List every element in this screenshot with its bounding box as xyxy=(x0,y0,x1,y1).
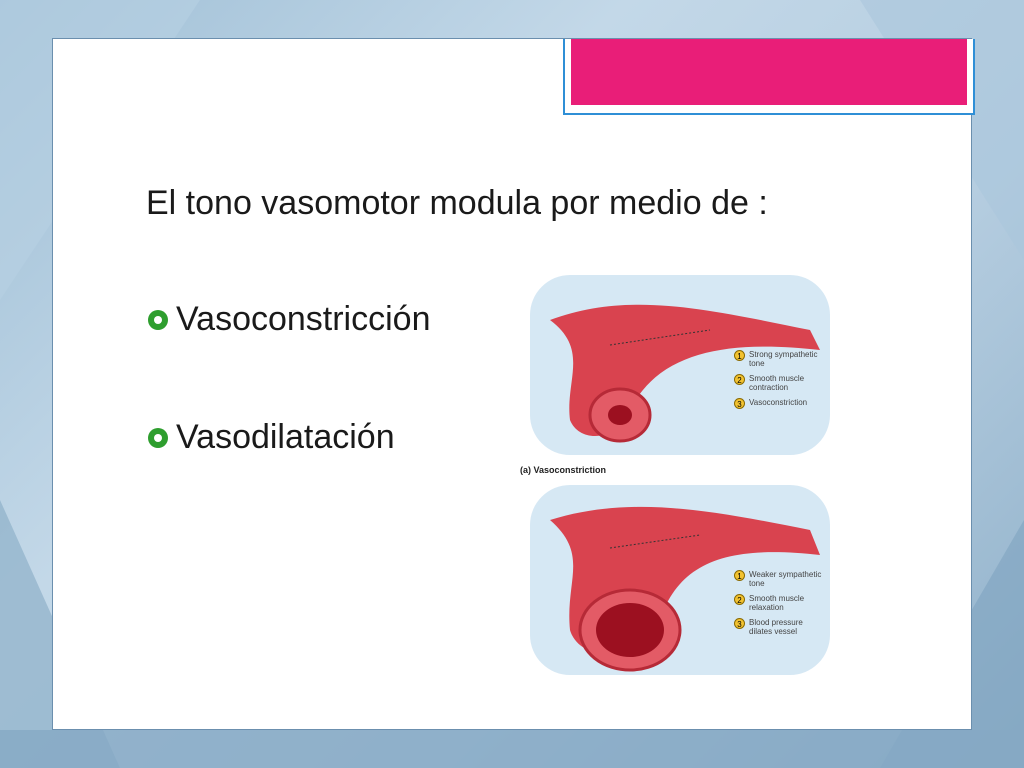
figure-caption: (a) Vasoconstriction xyxy=(520,465,607,475)
dilation-legend xyxy=(734,570,824,642)
legend-item xyxy=(734,570,824,588)
legend-number: 1 xyxy=(734,570,745,581)
title-accent-bar xyxy=(571,39,967,105)
legend-text: Strong sympathetic tone xyxy=(749,350,818,368)
title-placeholder xyxy=(563,39,975,115)
legend-number: 2 xyxy=(734,594,745,605)
legend-item xyxy=(734,594,824,612)
bullet-label: Vasoconstricción xyxy=(176,300,431,338)
legend-text: Blood pressure dilates vessel xyxy=(749,618,803,636)
legend-number: 3 xyxy=(734,618,745,629)
legend-text: Smooth muscle relaxation xyxy=(749,594,805,612)
bullet-vasodilation xyxy=(146,418,395,457)
bullet-ring-icon xyxy=(146,308,170,332)
bullet-label: Vasodilatación xyxy=(176,418,395,456)
legend-number: 3 xyxy=(734,398,745,409)
legend-item xyxy=(734,374,824,392)
legend-item xyxy=(734,618,824,636)
legend-text: Weaker sympathetic tone xyxy=(749,570,822,588)
legend-number: 1 xyxy=(734,350,745,361)
vessel-figure xyxy=(510,270,850,690)
legend-text: Smooth muscle contraction xyxy=(749,374,805,392)
legend-text: Vasoconstriction xyxy=(749,398,808,407)
constriction-legend xyxy=(734,350,824,415)
legend-number: 2 xyxy=(734,374,745,385)
bullet-vasoconstriction xyxy=(146,300,431,339)
slide-heading: El tono vasomotor modula por medio de : xyxy=(146,184,768,222)
legend-item xyxy=(734,350,824,368)
legend-item xyxy=(734,398,824,409)
bullet-ring-icon xyxy=(146,426,170,450)
